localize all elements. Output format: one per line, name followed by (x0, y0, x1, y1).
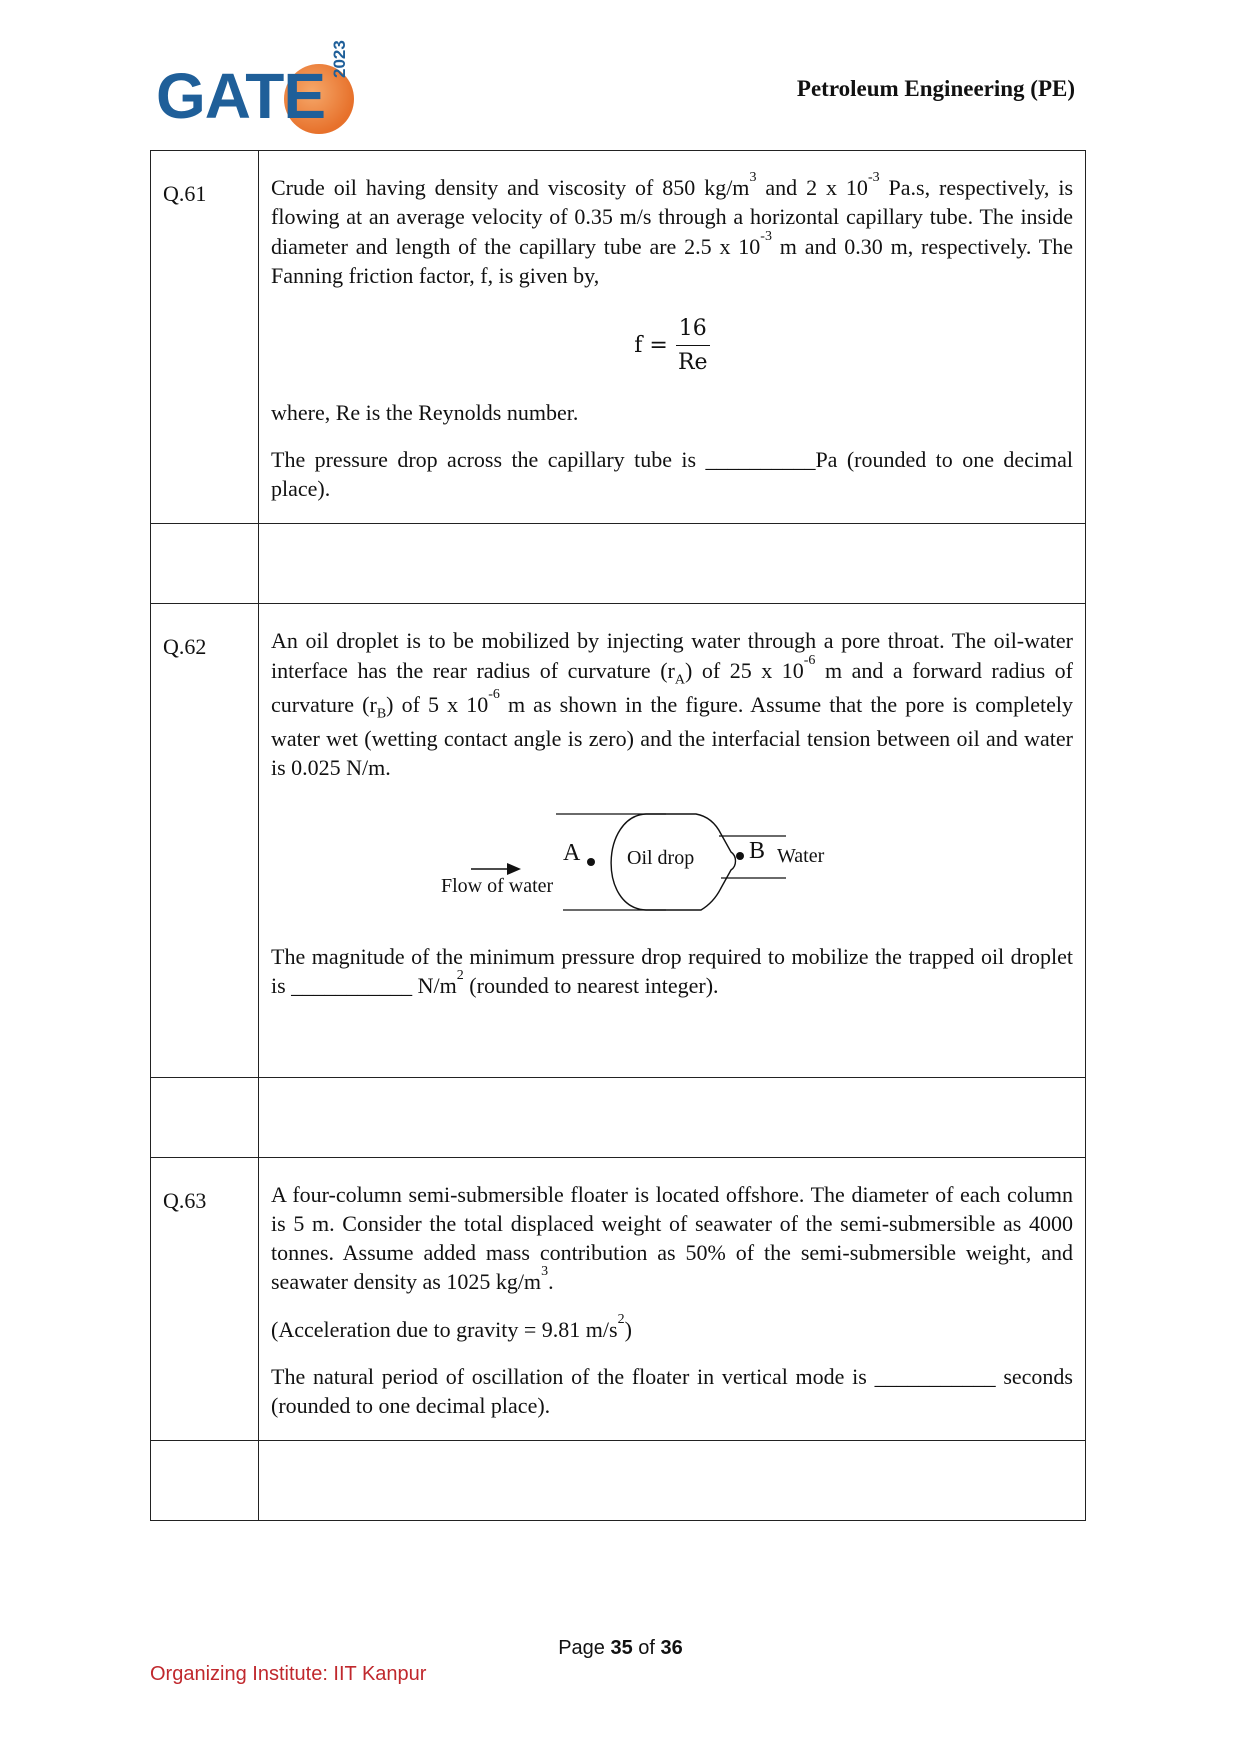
organizer-text: Organizing Institute: IIT Kanpur (150, 1663, 427, 1685)
formula-numerator: 16 (676, 314, 710, 346)
question-number: Q.61 (151, 151, 259, 524)
gravity-note: (Acceleration due to gravity = 9.81 $m/s^2$) (271, 1311, 632, 1342)
friction-factor-formula: f = $\frac{16}{Re}$ (271, 314, 1073, 378)
label-water: Water (777, 845, 825, 867)
logo-year: 2023 (330, 40, 349, 78)
question-number: Q.63 (151, 1157, 259, 1441)
answer-row (151, 524, 1086, 604)
label-a: A (563, 840, 581, 866)
answer-row (151, 1077, 1086, 1157)
question-row (151, 1157, 1086, 1441)
question-body (259, 151, 1086, 524)
flow-arrow-icon (507, 863, 521, 875)
question-body (259, 604, 1086, 1077)
label-flow: Flow of water (441, 875, 554, 897)
question-ask: The magnitude of the minimum pressure drop required to mobilize the trapped oil droplet is ___________ $N/m^2$ (rounded to nearest integer). (271, 944, 1073, 999)
page-number: Page 35 of 36 (558, 1637, 683, 1659)
label-oil-drop: Oil drop (627, 847, 695, 869)
formula-note: where, Re is the Reynolds number. (271, 399, 579, 425)
label-b: B (749, 838, 766, 864)
question-ask: The natural period of oscillation of the floater in vertical mode is ___________ seconds (rounded to one decimal place). (271, 1363, 1073, 1418)
question-ask: The pressure drop across the capillary tube is __________Pa (rounded to one decimal place). (271, 446, 1073, 501)
answer-row (151, 1441, 1086, 1521)
point-a-marker (587, 858, 595, 866)
logo-text: GATE (156, 60, 326, 132)
question-table (150, 150, 1086, 1521)
question-text: A four-column semi-submersible floater is located offshore. The diameter of each column is 5 m. Consider the total displaced weight of seawater of the semi-submersible as 4000 tonnes. Assume added mass contribution as 50% of the semi-submersible weight, and seawater density as 1025 $kg/m^3$. (271, 1181, 1073, 1295)
formula-denominator: Re (677, 350, 708, 376)
paper-title: Petroleum Engineering (PE) (796, 76, 1075, 101)
question-row (151, 604, 1086, 1077)
pore-throat-figure (441, 808, 861, 920)
question-body (259, 1157, 1086, 1441)
question-number: Q.62 (151, 604, 259, 1077)
point-b-marker (736, 852, 744, 860)
gate-logo (156, 40, 356, 138)
question-text: Crude oil having density and viscosity of 850 $kg/m^3$ and 2 x $10^{-3}$ Pa.s, respectively, is flowing at an average velocity of 0.35 m/s through a horizontal capillary tube. The inside diameter and length of the capillary tube are 2.5 x $10^{-3}$ m and 0.30 m, respectively. The Fanning friction factor, f, is given by, (271, 170, 1074, 288)
question-row (151, 151, 1086, 524)
question-text: An oil droplet is to be mobilized by injecting water through a pore throat. The oil-water interface has the rear radius of curvature $(r_A)$ of 25 x $10^{-6}$ m and a forward radius of curvature $(r_B)$ of 5 x $10^{-6}$ m as shown in the figure. Assume that the pore is completely water wet (wetting contact angle is zero) and the interfacial tension between oil and water is 0.025 N/m. (271, 628, 1073, 780)
